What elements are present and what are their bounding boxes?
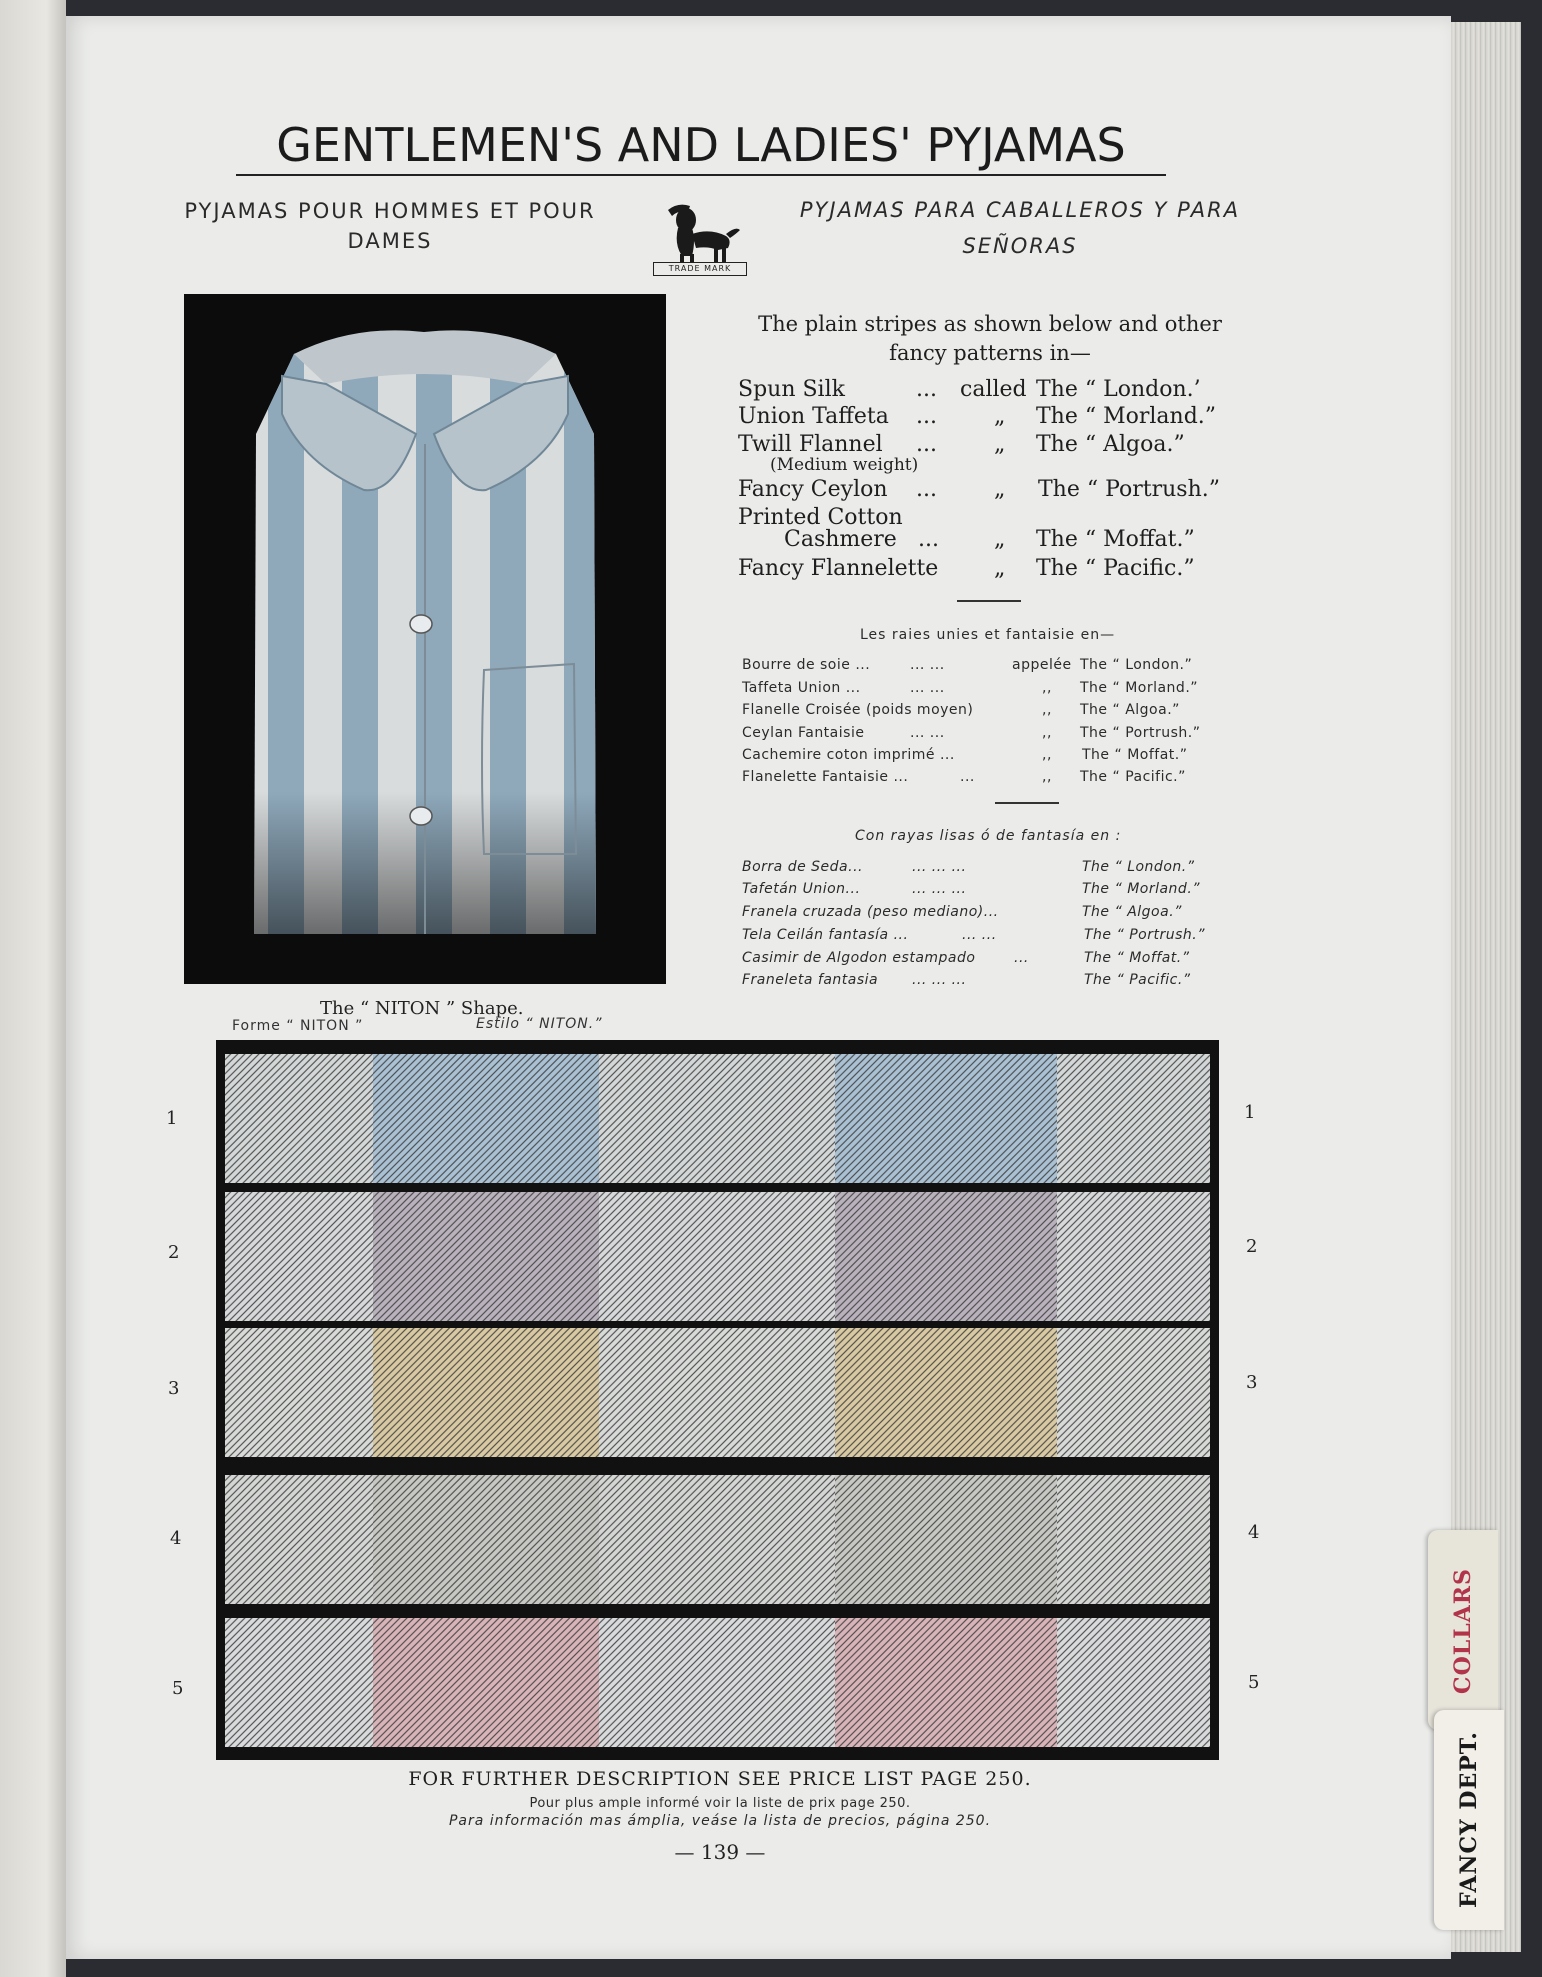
fabric-name: Ceylan Fantaisie xyxy=(742,725,865,741)
pattern-name: The “ Algoa.” xyxy=(1080,702,1180,718)
pyjama-photo xyxy=(184,294,666,984)
fabric-name: Tela Ceilán fantasía ... xyxy=(742,927,909,943)
pattern-name: The “ London.” xyxy=(1080,657,1193,673)
photo-caption-french: Forme “ NITON ” xyxy=(232,1018,364,1034)
price-list-reference-spanish: Para información mas ámplia, veáse la lista de precios, página 250. xyxy=(448,1813,992,1829)
plain-stripe xyxy=(599,1475,835,1604)
english-intro: The plain stripes as shown below and other fancy patterns in— xyxy=(758,312,1222,365)
spanish-row xyxy=(742,972,1242,990)
plain-stripe xyxy=(225,1618,373,1747)
swatch-row-5 xyxy=(225,1618,1210,1747)
fabric-name: Fancy Flannelette xyxy=(738,556,939,581)
swatch-number-left: 3 xyxy=(168,1378,180,1399)
spanish-intro: Con rayas lisas ó de fantasía en : xyxy=(855,828,1122,844)
price-list-reference-english: FOR FURTHER DESCRIPTION SEE PRICE LIST PAGE 250. xyxy=(408,1768,1032,1790)
subtitle-french: PYJAMAS POUR HOMMES ET POUR DAMES xyxy=(184,199,596,253)
fabric-name: Tafetán Union... xyxy=(742,881,861,897)
pattern-name: The “ Morland.” xyxy=(1082,881,1201,897)
colored-stripe xyxy=(373,1475,599,1604)
fabric-name: Printed Cotton xyxy=(738,505,903,530)
page-number: — 139 — xyxy=(674,1840,766,1864)
pattern-name: The “ Moffat.” xyxy=(1082,747,1188,763)
striped-shirt-image xyxy=(184,294,666,984)
photo-caption-spanish: Estilo “ NITON.” xyxy=(476,1016,603,1032)
colored-stripe xyxy=(835,1192,1057,1321)
swatch-number-left: 5 xyxy=(172,1678,184,1699)
swatch-number-left: 4 xyxy=(170,1528,182,1549)
spanish-row xyxy=(742,950,1242,968)
leader-dots: ... ... ... xyxy=(912,972,967,988)
leader-dots: ... xyxy=(918,527,939,552)
ditto-mark: ,, xyxy=(1042,769,1052,785)
tab-collars-label: COLLARS xyxy=(1450,1568,1476,1694)
spanish-row xyxy=(742,927,1242,945)
colored-stripe xyxy=(373,1328,599,1457)
leader-dots: ... xyxy=(1014,950,1029,966)
leader-dots: ... ... xyxy=(910,680,945,696)
swatch-row-1 xyxy=(225,1054,1210,1183)
plain-stripe xyxy=(225,1054,373,1183)
tab-fancy-dept[interactable] xyxy=(1434,1710,1504,1930)
leader-dots: ... ... xyxy=(910,725,945,741)
pattern-name: The “ Pacific.” xyxy=(1080,769,1186,785)
ditto-mark: ,, xyxy=(1042,680,1052,696)
leader-dots: ... xyxy=(916,404,937,429)
price-list-reference-french: Pour plus ample informé voir la liste de prix page 250. xyxy=(529,1796,911,1811)
tab-collars[interactable] xyxy=(1428,1530,1498,1730)
swatch-number-right: 1 xyxy=(1244,1102,1256,1123)
plain-stripe xyxy=(599,1618,835,1747)
ditto-mark: ,, xyxy=(1042,747,1052,763)
plain-stripe xyxy=(1057,1328,1210,1457)
leader-dots: ... ... xyxy=(910,657,945,673)
trade-mark-label: TRADE MARK xyxy=(653,262,747,276)
swatch-row-2 xyxy=(225,1192,1210,1321)
leader-dots: ... xyxy=(960,769,975,785)
fabric-name: Fancy Ceylon xyxy=(738,477,888,502)
pattern-name: The “ Moffat.” xyxy=(1036,527,1195,552)
divider xyxy=(995,802,1059,804)
pattern-name: The “ Morland.” xyxy=(1080,680,1199,696)
ditto-mark: „ xyxy=(994,432,1006,457)
fabric-name: Bourre de soie ... xyxy=(742,657,871,673)
plain-stripe xyxy=(1057,1192,1210,1321)
plain-stripe xyxy=(599,1192,835,1321)
plain-stripe xyxy=(1057,1475,1210,1604)
swatch-number-right: 3 xyxy=(1246,1372,1258,1393)
divider xyxy=(957,600,1021,602)
swatch-number-left: 2 xyxy=(168,1242,180,1263)
fabric-name: Casimir de Algodon estampado xyxy=(742,950,976,966)
pattern-name: The “ Pacific.” xyxy=(1084,972,1191,988)
french-row xyxy=(742,680,1242,698)
pattern-name: The “ London.’ xyxy=(1036,377,1201,402)
colored-stripe xyxy=(835,1618,1057,1747)
swatch-number-right: 4 xyxy=(1248,1522,1260,1543)
colored-stripe xyxy=(835,1328,1057,1457)
photo-caption-english: The “ NITON ” Shape. xyxy=(320,998,524,1019)
ditto-mark: „ xyxy=(994,527,1006,552)
swatch-row-4 xyxy=(225,1475,1210,1604)
leader-dots: ... xyxy=(916,377,937,402)
fabric-name: Flanelle Croisée (poids moyen) xyxy=(742,702,974,718)
plain-stripe xyxy=(599,1328,835,1457)
leader-dots: ... ... xyxy=(962,927,997,943)
fabric-name: Union Taffeta xyxy=(738,404,889,429)
leader-dots: ... ... ... xyxy=(912,881,967,897)
french-row xyxy=(742,747,1242,765)
french-row xyxy=(742,702,1242,720)
tab-fancy-dept-label: FANCY DEPT. xyxy=(1456,1731,1482,1908)
fabric-name: Cachemire coton imprimé ... xyxy=(742,747,955,763)
pattern-name: The “ Algoa.” xyxy=(1082,904,1182,920)
fabric-name: Taffeta Union ... xyxy=(742,680,861,696)
colored-stripe xyxy=(835,1054,1057,1183)
colored-stripe xyxy=(373,1192,599,1321)
plain-stripe xyxy=(599,1054,835,1183)
colored-stripe xyxy=(373,1054,599,1183)
pattern-name: The “ Morland.” xyxy=(1036,404,1217,429)
subtitle-spanish: PYJAMAS PARA CABALLEROS Y PARA SEÑORAS xyxy=(799,198,1241,258)
ditto-mark: called xyxy=(960,377,1027,402)
ditto-mark: „ xyxy=(994,477,1006,502)
fabric-name: Cashmere xyxy=(784,527,897,552)
swatch-row-3 xyxy=(225,1328,1210,1457)
page-title: GENTLEMEN'S AND LADIES' PYJAMAS xyxy=(236,118,1166,176)
fabric-name: Franeleta fantasia xyxy=(742,972,879,988)
swatch-number-right: 5 xyxy=(1248,1672,1260,1693)
ditto-mark: „ xyxy=(994,556,1006,581)
plain-stripe xyxy=(225,1475,373,1604)
colored-stripe xyxy=(835,1475,1057,1604)
french-row xyxy=(742,725,1242,743)
french-row xyxy=(742,769,1242,787)
fabric-name: Spun Silk xyxy=(738,377,845,402)
pattern-name: The “ Algoa.” xyxy=(1036,432,1185,457)
spanish-row xyxy=(742,904,1242,922)
fabric-name: Franela cruzada (peso mediano)... xyxy=(742,904,999,920)
swatch-number-left: 1 xyxy=(166,1108,178,1129)
medium-weight-note: (Medium weight) xyxy=(770,455,919,475)
leader-dots: ... xyxy=(916,432,937,457)
fabric-name: Borra de Seda... xyxy=(742,859,863,875)
pattern-name: The “ London.” xyxy=(1082,859,1195,875)
spanish-row xyxy=(742,859,1242,877)
colored-stripe xyxy=(373,1618,599,1747)
fabric-swatch-board xyxy=(216,1040,1219,1760)
ditto-mark: ,, xyxy=(1042,702,1052,718)
pattern-name: The “ Moffat.” xyxy=(1084,950,1190,966)
ditto-mark: appelée xyxy=(1012,657,1072,673)
facing-page-edge xyxy=(0,0,66,1977)
leader-dots: ... xyxy=(916,477,937,502)
ditto-mark: ,, xyxy=(1042,725,1052,741)
spanish-row xyxy=(742,881,1242,899)
plain-stripe xyxy=(225,1192,373,1321)
pattern-name: The “ Portrush.” xyxy=(1084,927,1205,943)
pattern-name: The “ Pacific.” xyxy=(1036,556,1195,581)
plain-stripe xyxy=(225,1328,373,1457)
french-row xyxy=(742,657,1242,675)
leader-dots: ... ... ... xyxy=(912,859,967,875)
plain-stripe xyxy=(1057,1054,1210,1183)
french-intro: Les raies unies et fantaisie en— xyxy=(860,627,1116,643)
plain-stripe xyxy=(1057,1618,1210,1747)
pattern-name: The “ Portrush.” xyxy=(1038,477,1220,502)
ditto-mark: „ xyxy=(994,404,1006,429)
swatch-number-right: 2 xyxy=(1246,1236,1258,1257)
pattern-name: The “ Portrush.” xyxy=(1080,725,1201,741)
fabric-name: Twill Flannel xyxy=(738,432,883,457)
fabric-name: Flanelette Fantaisie ... xyxy=(742,769,909,785)
